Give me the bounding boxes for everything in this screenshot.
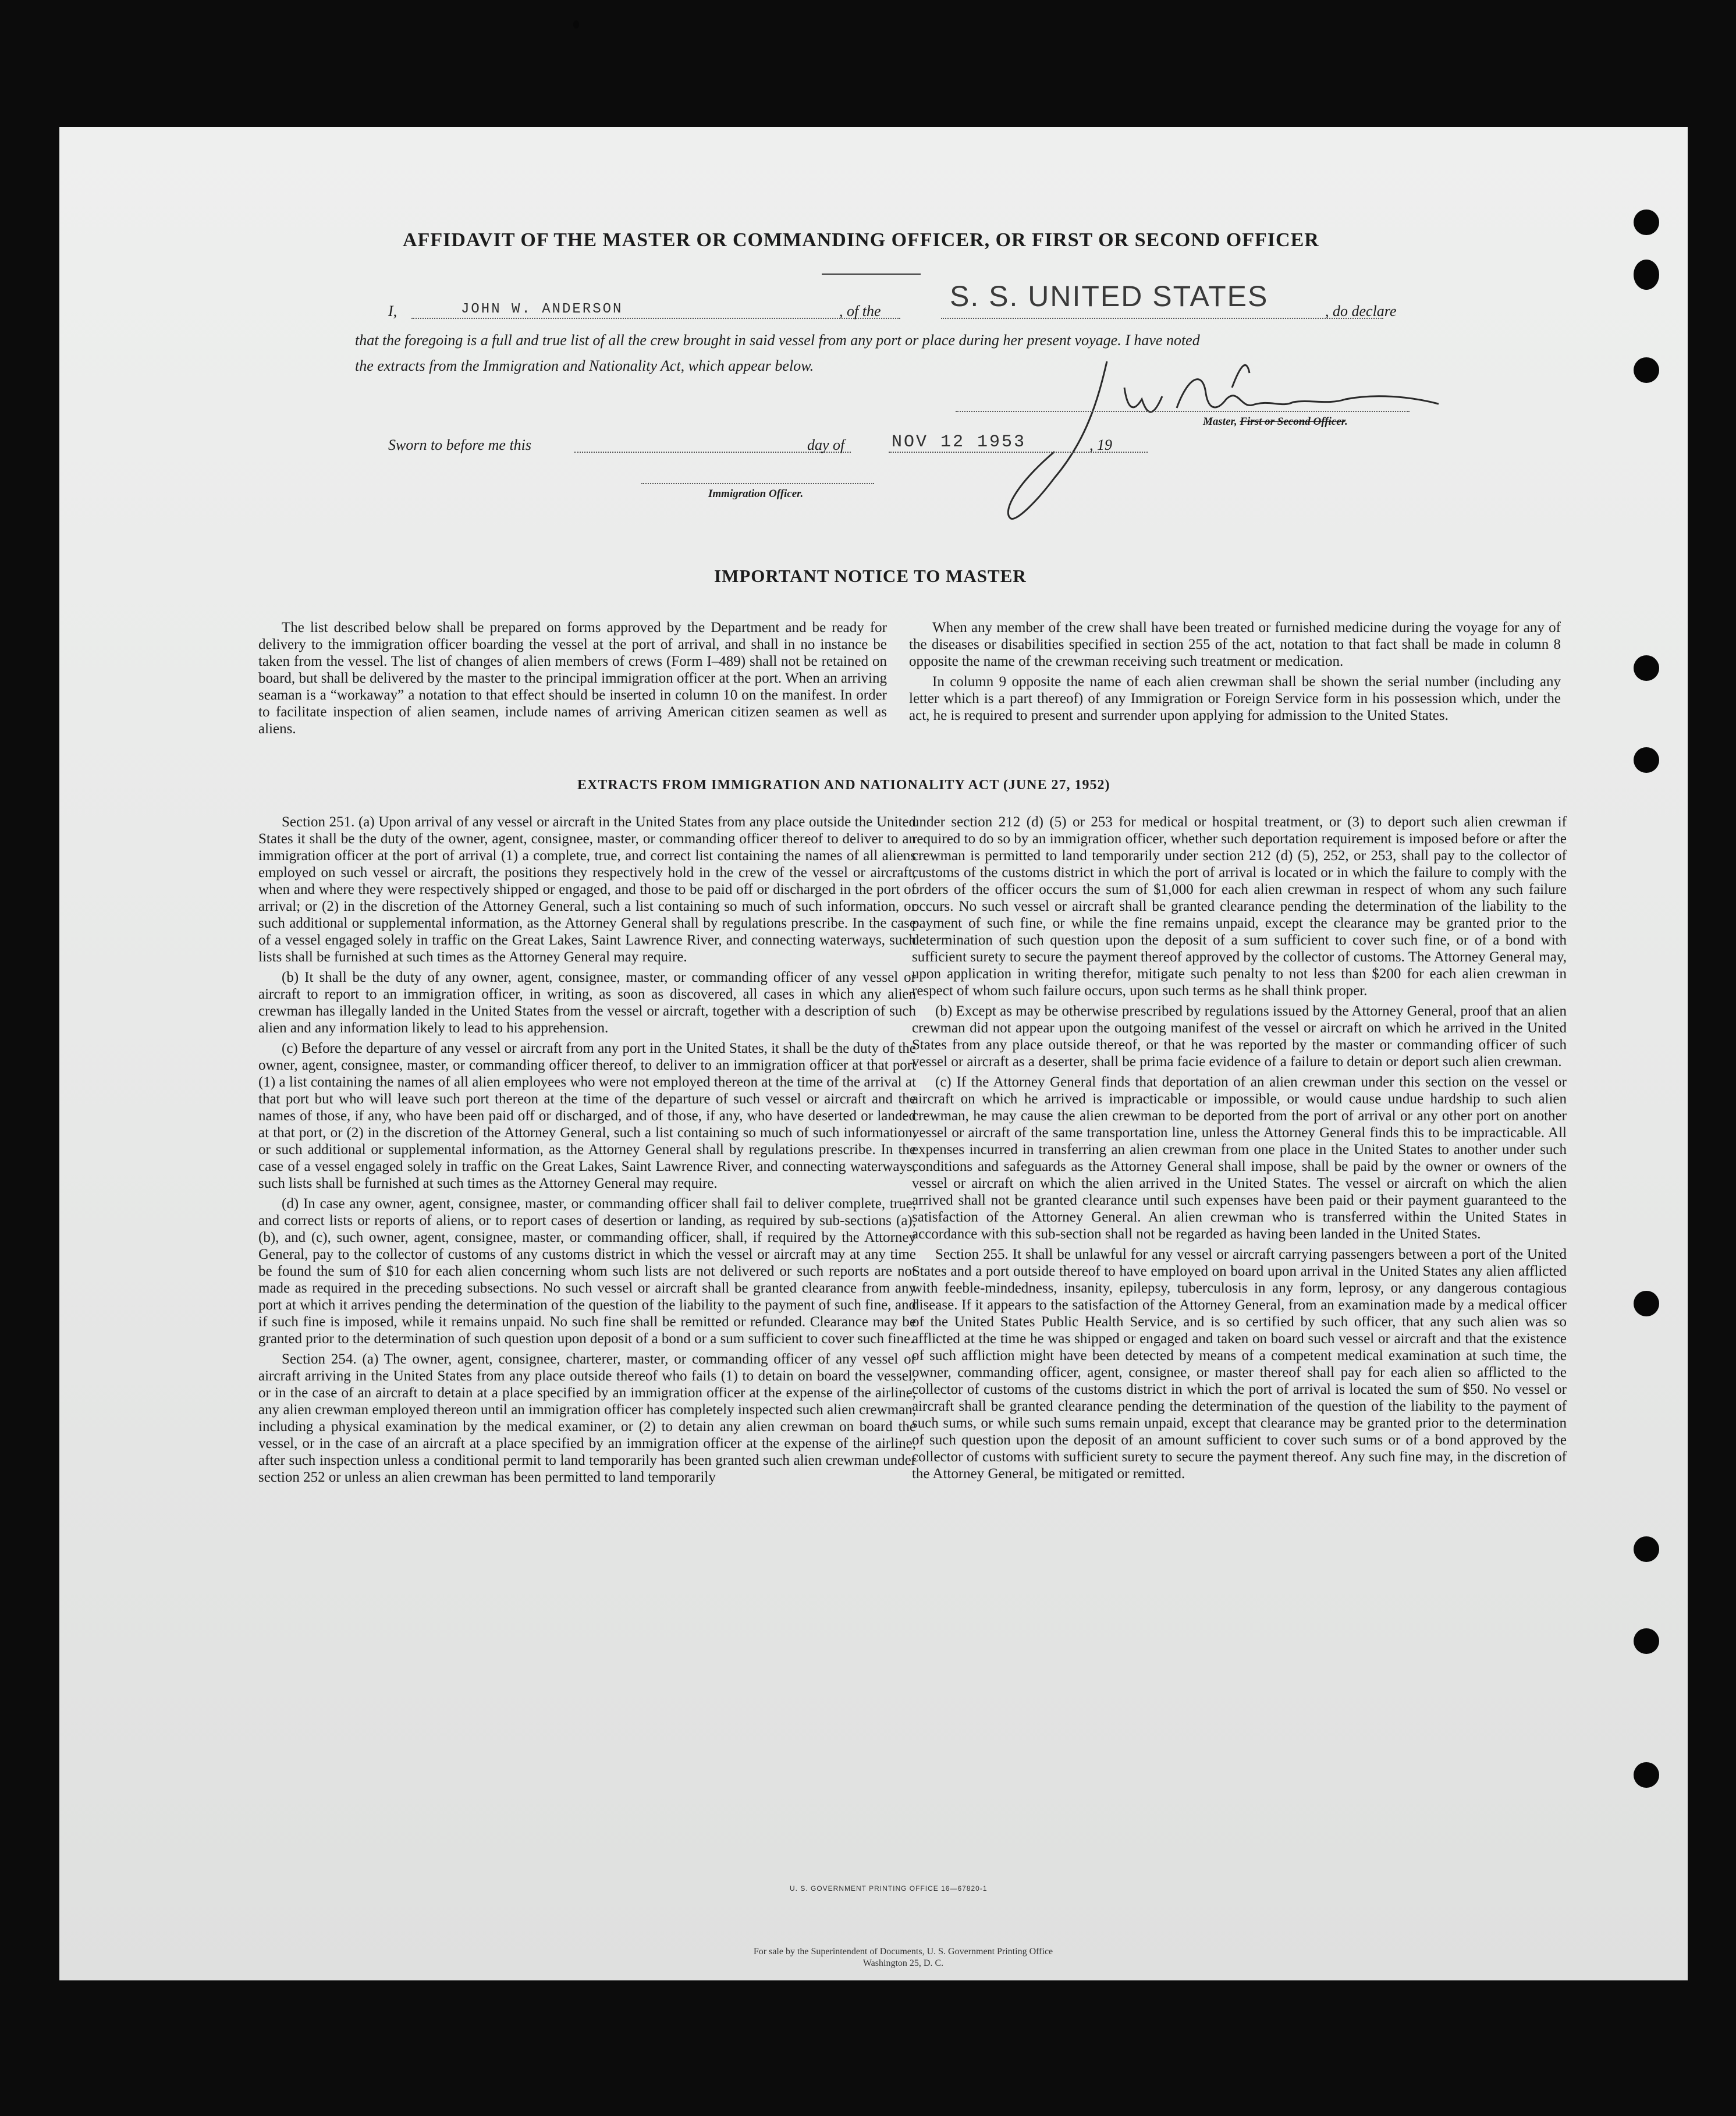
i-label: I, [388, 303, 397, 319]
extract-left-paragraph: (b) It shall be the duty of any owner, agent, consignee, master, or commanding officer of any vessel or aircraft to report to an immigration officer, in writing, as soon as discovered, all cases in which any alien crewman has illegally landed in the United States from the vessel or aircraft, together with a description of such alien and any information likely to lead to his apprehension. [258, 970, 916, 1036]
punch-hole [1634, 1291, 1659, 1316]
master-label-struck: First or Second Officer [1240, 416, 1346, 428]
extract-left-paragraph: (c) Before the departure of any vessel or aircraft from any port in the United States, it shall be the duty of the owner, agent, consignee, master, or commanding officer thereof, to deliver to an immigration officer at that port (1) a list containing the names of all alien employees who were not employed thereon at the time of the arrival at that port but who will leave such port thereon at the time of the departure of such vessel or aircraft and the names of those, if any, who have been paid off or discharged, and of those, if any, who have deserted or landed at that port, or (2) in the discretion of the Attorney General, such a list containing so much of such information, or such additional or supplemental information, as the Attorney General shall by regulations prescribe. In the case of a vessel engaged solely in traffic on the Great Lakes, Saint Lawrence River, and connecting waterways, such lists shall be furnished at such times as the Attorney General may require. [258, 1041, 916, 1191]
sworn-label: Sworn to before me this [388, 436, 532, 453]
vessel-stamp: S. S. UNITED STATES [950, 280, 1269, 313]
extract-left-paragraph: Section 254. (a) The owner, agent, consignee, charterer, master, or commanding officer of any vessel or aircraft arriving in the United States from any place outside thereof who fails (1) to detain on board the vessel, or in the case of an aircraft to detain at a place specified by an immigration officer at the expense of the airline, any alien crewman employed thereon until an immigration officer has completely inspected such alien crewman, including a physical examination by the medical examiner, or (2) to detain any alien crewman on board the vessel, or in the case of an aircraft at a place specified by an immigration officer at the expense of the airline, after such inspection unless a conditional permit to land temporarily has been granted such alien crewman under section 252 or unless an alien crewman has been permitted to land temporarily [258, 1351, 916, 1485]
notice-right-paragraph-1: When any member of the crew shall have been treated or furnished medicine during the voyage for any of the diseases or disabilities specified in section 255 of the act, notation to that fact shall be made in column 8 opposite the name of the crewman receiving such treatment or medication. [909, 620, 1561, 669]
extract-right-paragraph: Section 255. It shall be unlawful for any vessel or aircraft carrying passengers between a port of the United States and a port outside thereof to have employed on board upon arrival in the United States any alien afflicted with feeble-mindedness, insanity, epilepsy, tuberculosis in any form, leprosy, or any dangerous contagious disease. If it appears to the satisfaction of the Attorney General, from an examination made by a medical officer of the United States Public Health Service, and is so certified by such officer, that any such alien was so afflicted at the time he was shipped or engaged and taken on board such vessel or aircraft and that the existence of such affliction might have been detected by means of a competent medical examination at such time, the owner, commanding officer, agent, consignee, or master thereof shall pay for each alien so afflicted to the collector of customs of the customs district in which the port of arrival is located the sum of $50. No vessel or aircraft shall be granted clearance pending the determination of the question of the liability to the payment of such sums, or while such sums remain unpaid, except that clearance may be granted prior to the determination of such question upon the deposit of an amount sufficient to cover such sums or of a bond approved by the collector of customs with sufficient surety to secure the payment thereof. Any such fine may, in the discretion of the Attorney General, be mitigated or remitted. [912, 1247, 1567, 1482]
master-signature [967, 353, 1491, 533]
master-label-prefix: Master, [1203, 416, 1240, 428]
notice-right-column [909, 619, 1561, 727]
immigration-officer-label: Immigration Officer. [708, 488, 804, 500]
of-the-label: , of the [839, 303, 881, 319]
extract-right-paragraph: under section 212 (d) (5) or 253 for medical or hospital treatment, or (3) to deport such alien crewman if required to do so by an immigration officer, whether such deportation requirement is imposed before or after the crewman is permitted to land temporarily under section 212 (d) (5), 252, or 253, shall pay to the collector of customs of the customs district in which the port of arrival is located or in which the failure to comply with the orders of the officer occurs the sum of $1,000 for each alien crewman in respect of whom any such failure occurs. No such vessel or aircraft shall be granted clearance pending the determination of the liability to the payment of such fine, or while the fine remains unpaid, except the clearance may be granted prior to the determination of such question upon the deposit of a sum sufficient to cover such fine, or of a bond with sufficient surety to secure the payment thereof approved by the collector of customs. The Attorney General may, upon application in writing therefor, mitigate such penalty to not less than $200 for each alien crewman in respect of whom such failure occurs, upon such terms as he shall think proper. [912, 814, 1567, 999]
notice-title: IMPORTANT NOTICE TO MASTER [714, 566, 1027, 586]
notice-left-paragraph: The list described below shall be prepared on forms approved by the Department and be ready for delivery to the immigration officer boarding the vessel at the port of arrival, and shall in no instance be taken from the vessel. The list of changes of alien members of crews (Form I–489) shall not be retained on board, but shall be delivered by the master to the principal immigration officer at the port. When an arriving seaman is a “workaway” a notation to that effect should be inserted in column 10 on the manifest. In order to facilitate inspection of alien seamen, include names of arriving American citizen seamen as well as aliens. [258, 620, 887, 737]
punch-hole [1634, 655, 1659, 681]
notice-right-paragraph-2: In column 9 opposite the name of each alien crewman shall be shown the serial number (including any letter which is a part thereof) of any Immigration or Foreign Service form in his possession which, under the act, he is required to present and surrender upon applying for admission to the United States. [909, 674, 1561, 723]
affidavit-title: AFFIDAVIT OF THE MASTER OR COMMANDING OFFICER, OR FIRST OR SECOND OFFICER [403, 229, 1319, 251]
sale-line-2: Washington 25, D. C. [862, 1958, 944, 1968]
sale-line-1: For sale by the Superintendent of Documents, U. S. Government Printing Office [753, 1947, 1053, 1957]
extract-left-paragraph: (d) In case any owner, agent, consignee, master, or commanding officer shall fail to deliver complete, true, and correct lists or reports of aliens, or to report cases of desertion or landing, as required by sub-sections (a), (b), and (c), such owner, agent, consignee, master, or commanding officer, shall, if required by the Attorney General, pay to the collector of customs of any customs district in which the vessel or aircraft may at any time be found the sum of $10 for each alien concerning whom such lists are not delivered or such reports are not made as required in the preceding subsections. No such vessel or aircraft shall be granted clearance from any port at which it arrives pending the determination of the question of the liability to the payment of such fine, and if such fine is imposed, while it remains unpaid. No such fine shall be remitted or refunded. Clearance may be granted prior to the determination of such question upon deposit of a bond or a sum sufficient to cover such fine. [258, 1196, 916, 1347]
year-label: , 19 [1089, 436, 1112, 453]
punch-mark [573, 20, 579, 29]
declaration-line-2: the extracts from the Immigration and Nationality Act, which appear below. [355, 357, 814, 374]
do-declare-label: , do declare [1325, 303, 1397, 319]
punch-hole [1634, 357, 1659, 383]
name-dotted-line [411, 318, 900, 319]
extract-right-paragraph: (b) Except as may be otherwise prescribed by regulations issued by the Attorney General, proof that an alien crewman did not appear upon the outgoing manifest of the vessel or aircraft on which he arrived in the United States from any place outside thereof, or that he was reported by the master or commanding officer of such vessel or aircraft as a deserter, shall be prima facie evidence of a failure to detain or deport such alien crewman. [912, 1003, 1567, 1070]
notice-left-column [258, 619, 887, 741]
extracts-left-column [258, 814, 916, 1489]
extracts-title: EXTRACTS FROM IMMIGRATION AND NATIONALITY ACT (JUNE 27, 1952) [577, 777, 1110, 793]
punch-hole [1634, 260, 1659, 290]
day-of-label: day of [807, 436, 845, 453]
punch-hole [1634, 1762, 1659, 1788]
master-signature-line [956, 411, 1410, 412]
printing-office-imprint: U. S. GOVERNMENT PRINTING OFFICE 16—67820-1 [790, 1884, 988, 1893]
document-page [59, 127, 1688, 1980]
punch-hole [1634, 1628, 1659, 1654]
title-rule [822, 274, 921, 275]
vessel-dotted-line [941, 318, 1383, 319]
extracts-right-column [912, 814, 1567, 1486]
declaration-line-1: that the foregoing is a full and true list of all the crew brought in said vessel from any port or place during her present voyage. I have noted [355, 332, 1200, 349]
immigration-officer-line [641, 483, 874, 484]
extract-right-paragraph: (c) If the Attorney General finds that deportation of an alien crewman under this section on the vessel or aircraft on which he arrived is impracticable or impossible, or would cause undue hardship to such alien crewman, he may cause the alien crewman to be deported from the port of arrival or any other port on another vessel or aircraft of the same transportation line, unless the Attorney General finds this to be impracticable. All expenses incurred in transferring an alien crewman from one place in the United States to another under such conditions and safeguards as the Attorney General shall impose, shall be paid by the owner or owners of the vessel or aircraft on which the alien arrived in the United States. The vessel or aircraft on which the alien arrived shall not be granted clearance until such expenses have been paid or their payment guaranteed to the satisfaction of the Attorney General. An alien crewman who is transferred within the United States in accordance with this sub-section shall not be regarded as having been landed in the United States. [912, 1074, 1567, 1242]
date-stamp: NOV 12 1953 [892, 432, 1027, 452]
punch-hole [1634, 1536, 1659, 1562]
master-label [1203, 416, 1348, 428]
punch-hole [1634, 210, 1659, 235]
master-label-suffix: . [1345, 416, 1348, 428]
officer-name: JOHN W. ANDERSON [461, 301, 623, 317]
extract-left-paragraph: Section 251. (a) Upon arrival of any vessel or aircraft in the United States from any place outside the United States it shall be the duty of the owner, agent, consignee, master, or commanding officer thereof to deliver to an immigration officer at the port of arrival (1) a complete, true, and correct list containing the names of all aliens employed on such vessel or aircraft, the positions they respectively hold in the crew of the vessel or aircraft, when and where they were respectively shipped or engaged, and those to be paid off or discharged in the port of arrival; or (2) in the discretion of the Attorney General, such a list containing so much of such information, or such additional or supplemental information, as the Attorney General shall by regulations prescribe. In the case of a vessel engaged solely in traffic on the Great Lakes, Saint Lawrence River, and connecting waterways, such lists shall be furnished at such times as the Attorney General may require. [258, 814, 916, 965]
sale-notice [641, 1946, 1165, 1969]
punch-hole [1634, 747, 1659, 773]
year-dotted-line [1107, 452, 1148, 453]
